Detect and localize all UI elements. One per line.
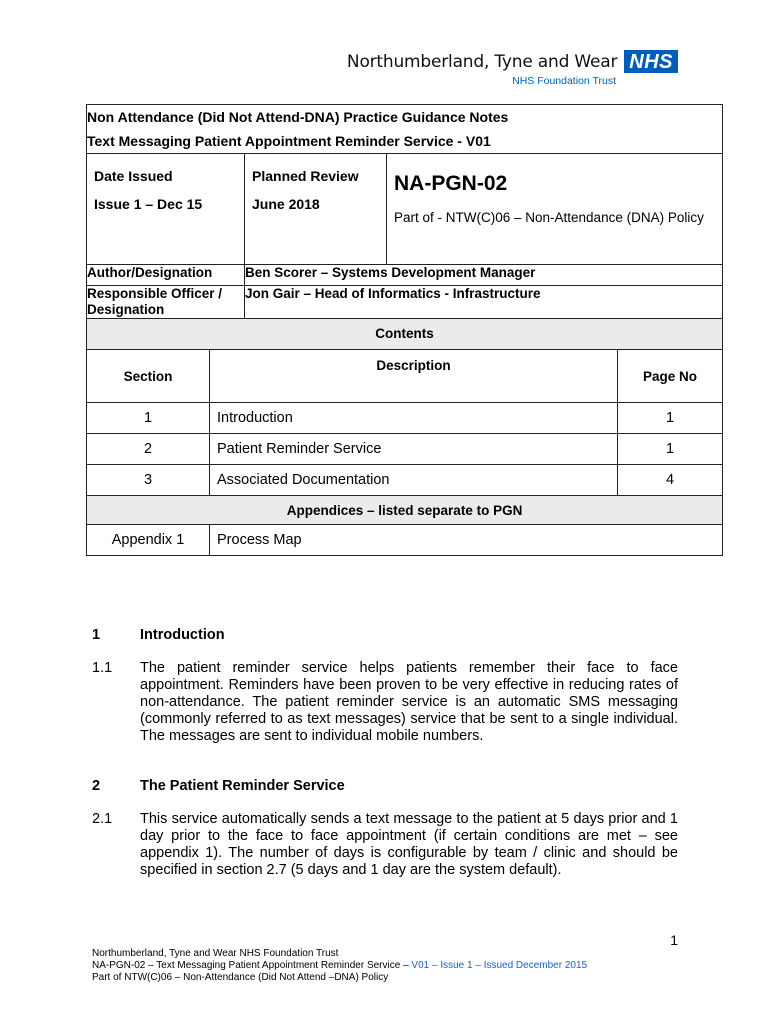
section-2 <box>92 778 678 879</box>
paragraph-text: The patient reminder service helps patients remember their face to face appointment. Reminders have been proven to be very effective in reducing rates of non-attendance. The patient reminder service is an automatic SMS messaging (commonly referred to as text messages) service that be sent to a single individual. The messages are sent to individual mobile numbers. <box>140 660 678 744</box>
section-1 <box>92 627 678 745</box>
document-info-table <box>86 104 723 556</box>
planned-review-value: June 2018 <box>252 196 320 212</box>
trust-name: NHS Foundation Trust <box>512 75 616 87</box>
table-row <box>87 403 723 434</box>
table-row <box>87 465 723 496</box>
document-code-cell <box>387 154 723 265</box>
document-code: NA-PGN-02 <box>394 172 508 195</box>
title-line-2: Text Messaging Patient Appointment Reminder Service - V01 <box>87 133 491 149</box>
document-title <box>87 105 723 154</box>
responsible-officer-label: Responsible Officer / Designation <box>87 286 245 319</box>
part-of-policy: Part of - NTW(C)06 – Non-Attendance (DNA) Policy <box>394 210 704 225</box>
footer-line-2 <box>92 960 587 972</box>
page-footer <box>92 948 587 984</box>
footer-line-3: Part of NTW(C)06 – Non-Attendance (Did Not Attend –DNA) Policy <box>92 972 389 983</box>
row-page: 1 <box>618 434 723 465</box>
footer-doc-title: NA-PGN-02 – Text Messaging Patient Appointment Reminder Service – <box>92 960 412 971</box>
appendix-row <box>87 525 723 556</box>
row-section: 1 <box>87 403 210 434</box>
paragraph <box>92 660 678 745</box>
table-row <box>87 434 723 465</box>
page-number: 1 <box>670 932 678 948</box>
nhs-logo: NHS <box>624 50 678 73</box>
row-description: Patient Reminder Service <box>210 434 618 465</box>
author-label: Author/Designation <box>87 265 245 286</box>
paragraph <box>92 811 678 879</box>
responsible-officer-value: Jon Gair – Head of Informatics - Infrastructure <box>245 286 723 319</box>
section-heading <box>92 627 678 643</box>
row-description: Introduction <box>210 403 618 434</box>
footer-issue: V01 – Issue 1 – Issued December 2015 <box>411 960 588 971</box>
planned-review-cell <box>245 154 387 265</box>
date-issued-label: Date Issued <box>94 168 173 184</box>
appendices-title: Appendices – listed separate to PGN <box>87 496 723 525</box>
col-header-page: Page No <box>618 350 723 403</box>
contents-title: Contents <box>87 319 723 350</box>
section-heading <box>92 778 678 794</box>
appendix-description: Process Map <box>210 525 723 556</box>
row-section: 3 <box>87 465 210 496</box>
col-header-section: Section <box>87 350 210 403</box>
col-header-description: Description <box>210 350 618 403</box>
section-number: 1 <box>92 627 101 643</box>
row-description: Associated Documentation <box>210 465 618 496</box>
row-section: 2 <box>87 434 210 465</box>
row-page: 4 <box>618 465 723 496</box>
title-line-1: Non Attendance (Did Not Attend-DNA) Practice Guidance Notes <box>87 109 509 125</box>
paragraph-text: This service automatically sends a text message to the patient at 5 days prior and 1 day prior to the face to face appointment (if certain conditions are met – see appendix 1). The number of days is configurable by team / clinic and should be specified in section 2.7 (5 days and 1 day are the system default). <box>140 811 678 878</box>
date-issued-value: Issue 1 – Dec 15 <box>94 196 203 212</box>
paragraph-number: 2.1 <box>92 811 113 827</box>
section-title: The Patient Reminder Service <box>140 778 345 794</box>
section-title: Introduction <box>140 627 225 643</box>
section-number: 2 <box>92 778 101 794</box>
org-name: Northumberland, Tyne and Wear <box>346 51 618 72</box>
paragraph-number: 1.1 <box>92 660 113 676</box>
row-page: 1 <box>618 403 723 434</box>
appendix-name: Appendix 1 <box>87 525 210 556</box>
date-issued-cell <box>87 154 245 265</box>
nhs-trust-logo <box>347 50 678 87</box>
planned-review-label: Planned Review <box>252 168 359 184</box>
footer-line-1: Northumberland, Tyne and Wear NHS Foundation Trust <box>92 948 339 959</box>
author-value: Ben Scorer – Systems Development Manager <box>245 265 723 286</box>
